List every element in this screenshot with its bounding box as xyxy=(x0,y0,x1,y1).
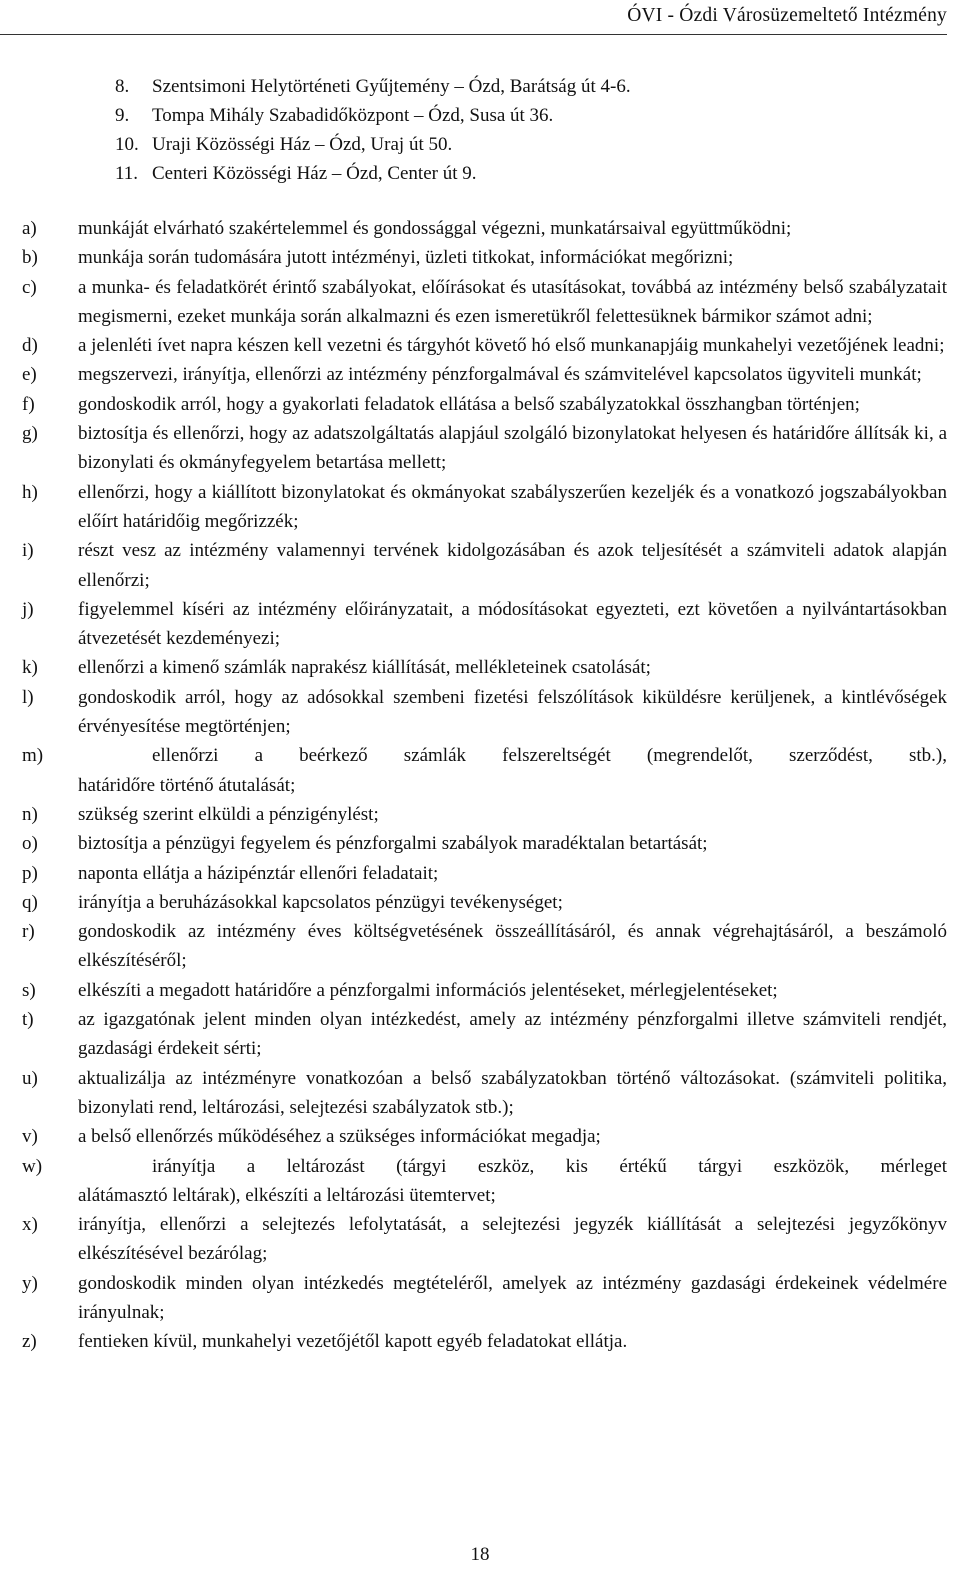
duty-item xyxy=(22,976,947,1005)
duty-item xyxy=(22,1122,947,1151)
page-number: 18 xyxy=(470,1544,490,1565)
duty-text: ellenőrzi a kimenő számlák naprakész kiállítását, mellékleteinek csatolását; xyxy=(78,657,651,679)
duty-marker: r) xyxy=(22,921,35,943)
location-text: Uraji Közösségi Ház – Ózd, Uraj út 50. xyxy=(152,134,453,155)
duty-marker: m) xyxy=(22,745,44,767)
duty-text: gondoskodik arról, hogy az adósokkal szembeni fizetési felszólítások kiküldésre kerüljenek, a kintlévőségek érvényesítése megtörténjen; xyxy=(78,686,947,738)
duty-text: a munka- és feladatkörét érintő szabályokat, előírásokat és utasításokat, továbbá az intézmény belső szabályzatait megismerni, ezeket munkája során alkalmazni és ezen ismeretükről felettesüknek bármikor számot adni; xyxy=(78,276,947,327)
location-text: Tompa Mihály Szabadidőközpont – Ózd, Susa út 36. xyxy=(152,105,554,126)
duty-text-continuation: határidőre történő átutalását; xyxy=(78,774,296,796)
duty-marker: u) xyxy=(22,1067,38,1089)
duty-item xyxy=(22,595,947,654)
duty-text-first-line: ellenőrzi a beérkező számlák felszereltségét (megrendelőt, szerződést, stb.), xyxy=(152,745,947,767)
duty-text: aktualizálja az intézményre vonatkozóan a belső szabályzatokban történő változásokat. (számviteli politika, bizonylati rend, leltározási, selejtezési szabályzatok stb.); xyxy=(78,1067,947,1118)
header-rule xyxy=(0,34,947,35)
duty-text: munkáját elvárható szakértelemmel és gondossággal végezni, munkatársaival együttműködni; xyxy=(78,218,792,239)
location-text: Centeri Közösségi Ház – Ózd, Center út 9. xyxy=(152,163,477,184)
duty-item xyxy=(22,419,947,478)
duty-text-first-line: irányítja a leltározást (tárgyi eszköz, kis értékű tárgyi eszközök, mérleget xyxy=(152,1155,947,1177)
duty-marker: o) xyxy=(22,833,38,855)
duty-text: részt vesz az intézmény valamennyi tervének kidolgozásában és azok teljesítését a számviteli adatok alapján ellenőrzi; xyxy=(78,540,947,591)
duty-item xyxy=(22,273,947,332)
duty-marker: a) xyxy=(22,218,37,239)
duty-text xyxy=(78,741,947,800)
duty-marker: s) xyxy=(22,979,36,1001)
location-number: 8. xyxy=(115,76,130,97)
duty-marker: z) xyxy=(22,1331,37,1353)
duty-marker: l) xyxy=(22,686,34,708)
duty-marker: f) xyxy=(22,393,35,415)
duty-text: ellenőrzi, hogy a kiállított bizonylatokat és okmányokat szabályszerűen kezeljék és a vonatkozó jogszabályokban előírt határidőig megőrizzék; xyxy=(78,481,947,532)
duty-text: gondoskodik arról, hogy a gyakorlati feladatok ellátása a belső szabályzatokkal összhangban történjen; xyxy=(78,393,860,415)
duty-marker: j) xyxy=(22,598,34,620)
duty-marker: d) xyxy=(22,335,38,357)
duty-marker: c) xyxy=(22,276,37,298)
page-header: ÓVI - Ózdi Városüzemeltető Intézmény xyxy=(627,5,947,26)
duty-item xyxy=(22,917,947,976)
duty-text: munkája során tudomására jutott intézményi, üzleti titkokat, információkat megőrizni; xyxy=(78,247,734,269)
duty-text: irányítja, ellenőrzi a selejtezés lefolytatását, a selejtezési jegyzék kiállítását a selejtezési jegyzőkönyv elkészítésével bezárólag; xyxy=(78,1214,947,1265)
duty-item xyxy=(22,360,947,389)
location-item xyxy=(115,130,631,159)
duty-item xyxy=(22,888,947,917)
duty-item xyxy=(22,859,947,888)
duty-item xyxy=(22,741,947,800)
duty-item xyxy=(22,243,947,272)
duty-item xyxy=(22,1152,947,1211)
duty-text: az igazgatónak jelent minden olyan intézkedést, amely az intézmény pénzforgalmi illetve számviteli rendjét, gazdasági érdekeit sérti; xyxy=(78,1009,947,1060)
duty-item xyxy=(22,683,947,742)
location-text: Szentsimoni Helytörténeti Gyűjtemény – Ózd, Barátság út 4-6. xyxy=(152,76,631,97)
duty-marker: h) xyxy=(22,481,38,503)
duty-text: gondoskodik minden olyan intézkedés megtételéről, amelyek az intézmény gazdasági érdekeinek védelmére irányulnak; xyxy=(78,1272,947,1323)
duty-item xyxy=(22,1005,947,1064)
location-number: 11. xyxy=(115,163,139,184)
duty-marker: e) xyxy=(22,364,37,386)
duty-marker: y) xyxy=(22,1272,38,1294)
duty-marker: k) xyxy=(22,657,38,679)
location-number: 9. xyxy=(115,105,130,126)
duty-marker: g) xyxy=(22,423,38,445)
duty-text: biztosítja a pénzügyi fegyelem és pénzforgalmi szabályok maradéktalan betartását; xyxy=(78,833,708,855)
duty-marker: i) xyxy=(22,540,34,562)
duty-text: szükség szerint elküldi a pénzigénylést; xyxy=(78,803,379,825)
duty-text: irányítja a beruházásokkal kapcsolatos pénzügyi tevékenységet; xyxy=(78,891,563,913)
location-number: 10. xyxy=(115,134,139,155)
duty-marker: b) xyxy=(22,247,38,269)
duty-item xyxy=(22,1269,947,1328)
duty-text: figyelemmel kíséri az intézmény előirányzatait, a módosításokat egyezteti, ezt követően a nyilvántartásokban átvezetését kezdeményezi; xyxy=(78,598,947,650)
duty-text: a belső ellenőrzés működéséhez a szükséges információkat megadja; xyxy=(78,1126,601,1148)
duty-marker: v) xyxy=(22,1126,38,1148)
location-item xyxy=(115,72,631,101)
duty-text: fentieken kívül, munkahelyi vezetőjétől kapott egyéb feladatokat ellátja. xyxy=(78,1331,628,1353)
duty-item xyxy=(22,1327,947,1356)
duty-item xyxy=(22,1064,947,1123)
duty-item xyxy=(22,800,947,829)
duty-text: a jelenléti ívet napra készen kell vezetni és tárgyhót követő hó első munkanapjáig munkahelyi vezetőjének leadni; xyxy=(78,335,945,357)
duty-item xyxy=(22,1210,947,1269)
duty-item xyxy=(22,478,947,537)
duty-text-continuation: alátámasztó leltárak), elkészíti a leltározási ütemtervet; xyxy=(78,1184,496,1206)
duty-text: elkészíti a megadott határidőre a pénzforgalmi információs jelentéseket, mérlegjelentéseket; xyxy=(78,979,778,1001)
duty-item xyxy=(22,536,947,595)
location-item xyxy=(115,101,631,130)
duty-item xyxy=(22,331,947,360)
duty-marker: p) xyxy=(22,862,38,884)
duty-item xyxy=(22,390,947,419)
location-item xyxy=(115,159,631,188)
duty-marker: q) xyxy=(22,891,38,913)
duty-marker: w) xyxy=(22,1155,43,1177)
duty-marker: n) xyxy=(22,803,38,825)
duties-list xyxy=(22,214,947,1357)
duty-marker: t) xyxy=(22,1009,34,1031)
duty-item xyxy=(22,829,947,858)
location-list xyxy=(115,72,631,188)
duty-text: megszervezi, irányítja, ellenőrzi az intézmény pénzforgalmával és számvitelével kapcsolatos ügyviteli munkát; xyxy=(78,364,922,386)
duty-text: naponta ellátja a házipénztár ellenőri feladatait; xyxy=(78,862,439,884)
duty-marker: x) xyxy=(22,1214,38,1236)
duty-text: biztosítja és ellenőrzi, hogy az adatszolgáltatás alapjául szolgáló bizonylatokat helyesen és határidőre állítsák ki, a bizonylati és okmányfegyelem betartása mellett; xyxy=(78,423,947,474)
duty-text: gondoskodik az intézmény éves költségvetésének összeállításáról, és annak végrehajtásáról, a beszámoló elkészítéséről; xyxy=(78,921,947,972)
duty-item xyxy=(22,653,947,682)
duty-item xyxy=(22,214,947,243)
duty-text xyxy=(78,1152,947,1211)
